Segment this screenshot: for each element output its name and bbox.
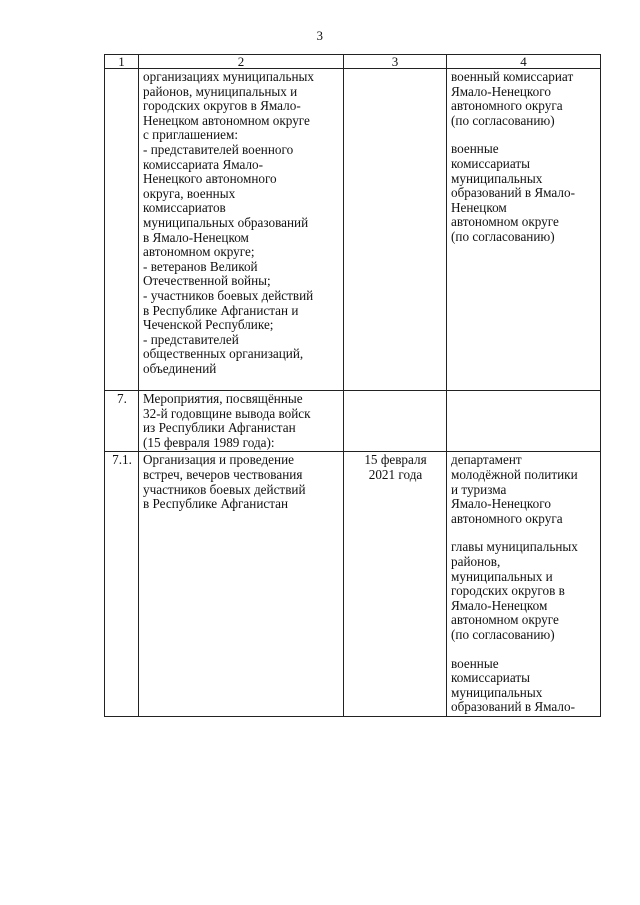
date-line: 2021 года: [368, 466, 423, 482]
event-cell: [139, 452, 344, 717]
event-line: - участников боевых действий: [143, 287, 314, 303]
date-line: 15 февраля: [364, 452, 427, 468]
table-row: [105, 391, 601, 452]
responsible-line: (по согласованию): [451, 228, 555, 244]
event-line: - представителей военного: [143, 141, 294, 157]
responsible-line: Ненецком: [451, 199, 507, 215]
event-line: в Ямало-Ненецком: [143, 229, 249, 245]
responsible-line: Ямало-Ненецком: [451, 597, 548, 613]
column-header-3: 3: [344, 55, 447, 69]
responsible-line: (по согласованию): [451, 112, 555, 128]
event-cell: [139, 391, 344, 452]
table-header-row: [105, 55, 601, 69]
table-row: [105, 452, 601, 717]
responsible-line: департамент: [451, 452, 522, 468]
block-spacer: [451, 526, 597, 540]
responsible-line: молодёжной политики: [451, 466, 578, 482]
row-number: 7.1.: [105, 452, 139, 717]
responsible-line: образований в Ямало-: [451, 185, 575, 201]
event-line: автономном округе;: [143, 244, 255, 260]
event-line: из Республики Афганистан: [143, 420, 296, 436]
responsible-line: городских округов в: [451, 583, 565, 599]
event-line: Организация и проведение: [143, 452, 294, 468]
column-header-2: 2: [139, 55, 344, 69]
event-line: Ненецкого автономного: [143, 171, 277, 187]
row-number: [105, 69, 139, 391]
responsible-line: комиссариаты: [451, 670, 530, 686]
event-line: Ненецком автономном округе: [143, 112, 310, 128]
column-header-4: 4: [447, 55, 601, 69]
event-line: в Республике Афганистан и: [143, 302, 299, 318]
responsible-line: муниципальных и: [451, 568, 553, 584]
date-cell: [344, 391, 447, 452]
responsible-line: Ямало-Ненецкого: [451, 83, 551, 99]
responsible-line: районов,: [451, 553, 501, 569]
responsible-line: военный комиссариат: [451, 69, 574, 84]
event-line: Отечественной войны;: [143, 273, 271, 289]
event-line: - представителей: [143, 331, 239, 347]
responsible-line: автономного округа: [451, 510, 563, 526]
event-line: Чеченской Республике;: [143, 317, 274, 333]
event-line: встреч, вечеров чествования: [143, 466, 303, 482]
block-spacer: [451, 128, 597, 142]
event-line: Мероприятия, посвящённые: [143, 391, 303, 406]
event-cell: [139, 69, 344, 391]
event-line: общественных организаций,: [143, 346, 304, 362]
responsible-line: комиссариаты: [451, 155, 530, 171]
responsible-cell: [447, 391, 601, 452]
responsible-cell: [447, 452, 601, 717]
table-row: [105, 69, 601, 391]
responsible-line: автономном округе: [451, 612, 559, 628]
responsible-line: образований в Ямало-: [451, 699, 575, 715]
responsible-line: военные: [451, 141, 499, 157]
event-line: 32-й годовщине вывода войск: [143, 405, 311, 421]
responsible-line: автономном округе: [451, 214, 559, 230]
event-line: организациях муниципальных: [143, 69, 314, 84]
event-line: объединений: [143, 360, 217, 376]
event-line: комиссариатов: [143, 200, 226, 216]
events-plan-table: [104, 54, 601, 717]
responsible-line: главы муниципальных: [451, 539, 578, 555]
page-number: 3: [316, 28, 324, 43]
block-spacer: [451, 643, 597, 657]
responsible-line: муниципальных: [451, 170, 543, 186]
event-line: участников боевых действий: [143, 481, 306, 497]
date-cell: [344, 69, 447, 391]
responsible-line: и туризма: [451, 481, 507, 497]
responsible-cell: [447, 69, 601, 391]
responsible-line: (по согласованию): [451, 626, 555, 642]
column-header-1: 1: [105, 55, 139, 69]
event-line: комиссариата Ямало-: [143, 156, 264, 172]
responsible-line: Ямало-Ненецкого: [451, 496, 551, 512]
event-line: с приглашением:: [143, 127, 239, 143]
row-number: 7.: [105, 391, 139, 452]
event-line: городских округов в Ямало-: [143, 98, 301, 114]
event-line: муниципальных образований: [143, 214, 309, 230]
event-line: в Республике Афганистан: [143, 496, 289, 512]
responsible-line: автономного округа: [451, 98, 563, 114]
responsible-line: муниципальных: [451, 684, 543, 700]
date-cell: [344, 452, 447, 717]
event-line: - ветеранов Великой: [143, 258, 258, 274]
event-line: округа, военных: [143, 185, 236, 201]
responsible-line: военные: [451, 655, 499, 671]
event-line: (15 февраля 1989 года):: [143, 434, 275, 450]
event-line: районов, муниципальных и: [143, 83, 298, 99]
